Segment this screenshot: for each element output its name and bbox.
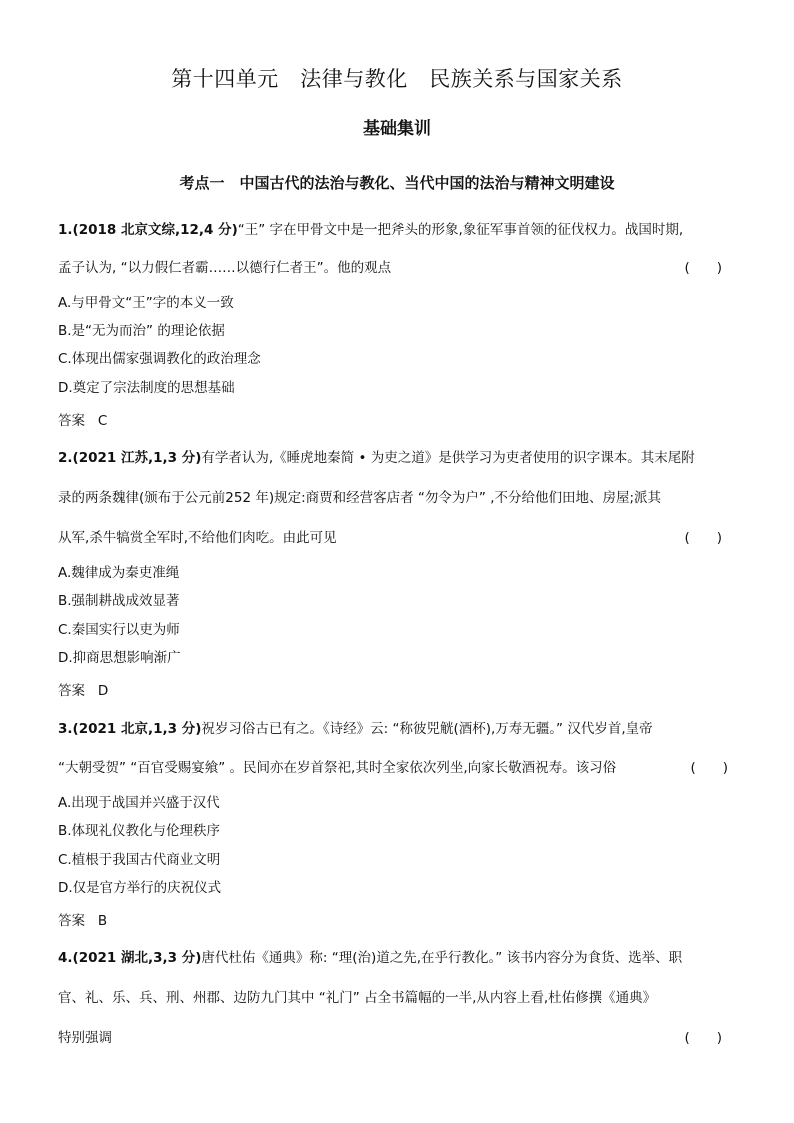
option-d: D.抑商思想影响渐广 bbox=[58, 650, 181, 666]
option-c: C.秦国实行以吏为师 bbox=[58, 622, 180, 638]
question-4-line-3: 特别强调 bbox=[58, 1030, 112, 1046]
answer-value: D bbox=[97, 683, 109, 699]
question-number: 1. bbox=[58, 222, 73, 238]
question-2-line-3: 从军,杀牛犒赏全军时,不给他们肉吃。由此可见 bbox=[58, 530, 337, 546]
question-text: 祝岁习俗古已有之。《诗经》云: “称彼兕觥(酒杯),万寿无疆。” 汉代岁首,皇帝 bbox=[201, 721, 653, 737]
answer-line bbox=[58, 681, 108, 701]
question-number: 3. bbox=[58, 721, 73, 737]
option-b: B.强制耕战成效显著 bbox=[58, 593, 180, 609]
question-3-line-1 bbox=[58, 719, 736, 739]
section-heading: 考点一 中国古代的法治与教化、当代中国的法治与精神文明建设 bbox=[179, 174, 615, 192]
subtitle: 基础集训 bbox=[363, 119, 431, 139]
answer-blank: ( ) bbox=[684, 1030, 722, 1046]
answer-label: 答案 bbox=[58, 683, 85, 699]
option-c: C.植根于我国古代商业文明 bbox=[58, 852, 221, 868]
question-text: 有学者认为,《睡虎地秦简 • 为吏之道》是供学习为吏者使用的识字课本。其末尾附 bbox=[201, 450, 695, 466]
option-b: B.体现礼仪教化与伦理秩序 bbox=[58, 823, 221, 839]
option-a: A.出现于战国并兴盛于汉代 bbox=[58, 795, 220, 811]
question-text: 唐代杜佑《通典》称: “理(治)道之先,在乎行教化。” 该书内容分为食货、选举、职 bbox=[201, 950, 683, 966]
answer-line bbox=[58, 411, 107, 431]
question-number: 2. bbox=[58, 450, 73, 466]
option-d: D.奠定了宗法制度的思想基础 bbox=[58, 380, 235, 396]
answer-blank: ( ) bbox=[684, 260, 722, 276]
question-text: “王” 字在甲骨文中是一把斧头的形象,象征军事首领的征伐权力。战国时期, bbox=[237, 222, 684, 238]
question-1-line-2: 孟子认为, “以力假仁者霸……以德行仁者王”。他的观点 bbox=[58, 260, 392, 276]
question-source: (2018 北京文综,12,4 分) bbox=[72, 222, 238, 238]
option-a: A.与甲骨文“王”字的本义一致 bbox=[58, 295, 234, 311]
question-3-line-2: “大朝受贺” “百官受赐宴飨” 。民间亦在岁首祭祀,其时全家依次列坐,向家长敬酒祝寿。该习俗 bbox=[58, 760, 617, 776]
answer-blank: ( ) bbox=[690, 760, 728, 776]
question-1-line-1 bbox=[58, 220, 736, 240]
answer-value: C bbox=[97, 413, 108, 429]
question-source: (2021 北京,1,3 分) bbox=[72, 721, 202, 737]
answer-label: 答案 bbox=[58, 913, 85, 929]
answer-line bbox=[58, 911, 107, 931]
answer-label: 答案 bbox=[58, 413, 85, 429]
option-d: D.仅是官方举行的庆祝仪式 bbox=[58, 880, 222, 896]
question-2-line-2: 录的两条魏律(颁布于公元前252 年)规定:商贾和经营客店者 “勿令为户” ,不分给他们田地、房屋;派其 bbox=[58, 490, 662, 506]
option-b: B.是“无为而治” 的理论依据 bbox=[58, 323, 225, 339]
question-number: 4. bbox=[58, 950, 73, 966]
answer-blank: ( ) bbox=[684, 530, 722, 546]
option-a: A.魏律成为秦吏准绳 bbox=[58, 565, 180, 581]
question-source: (2021 江苏,1,3 分) bbox=[72, 450, 202, 466]
question-4-line-1 bbox=[58, 948, 736, 968]
option-c: C.体现出儒家强调教化的政治理念 bbox=[58, 351, 261, 367]
unit-title: 第十四单元 法律与教化 民族关系与国家关系 bbox=[171, 67, 623, 91]
answer-value: B bbox=[97, 913, 108, 929]
question-2-line-1 bbox=[58, 448, 736, 468]
question-source: (2021 湖北,3,3 分) bbox=[72, 950, 202, 966]
question-4-line-2: 官、礼、乐、兵、刑、州郡、边防九门其中 “礼门” 占全书篇幅的一半,从内容上看,杜佑修撰《通典》 bbox=[58, 990, 657, 1006]
